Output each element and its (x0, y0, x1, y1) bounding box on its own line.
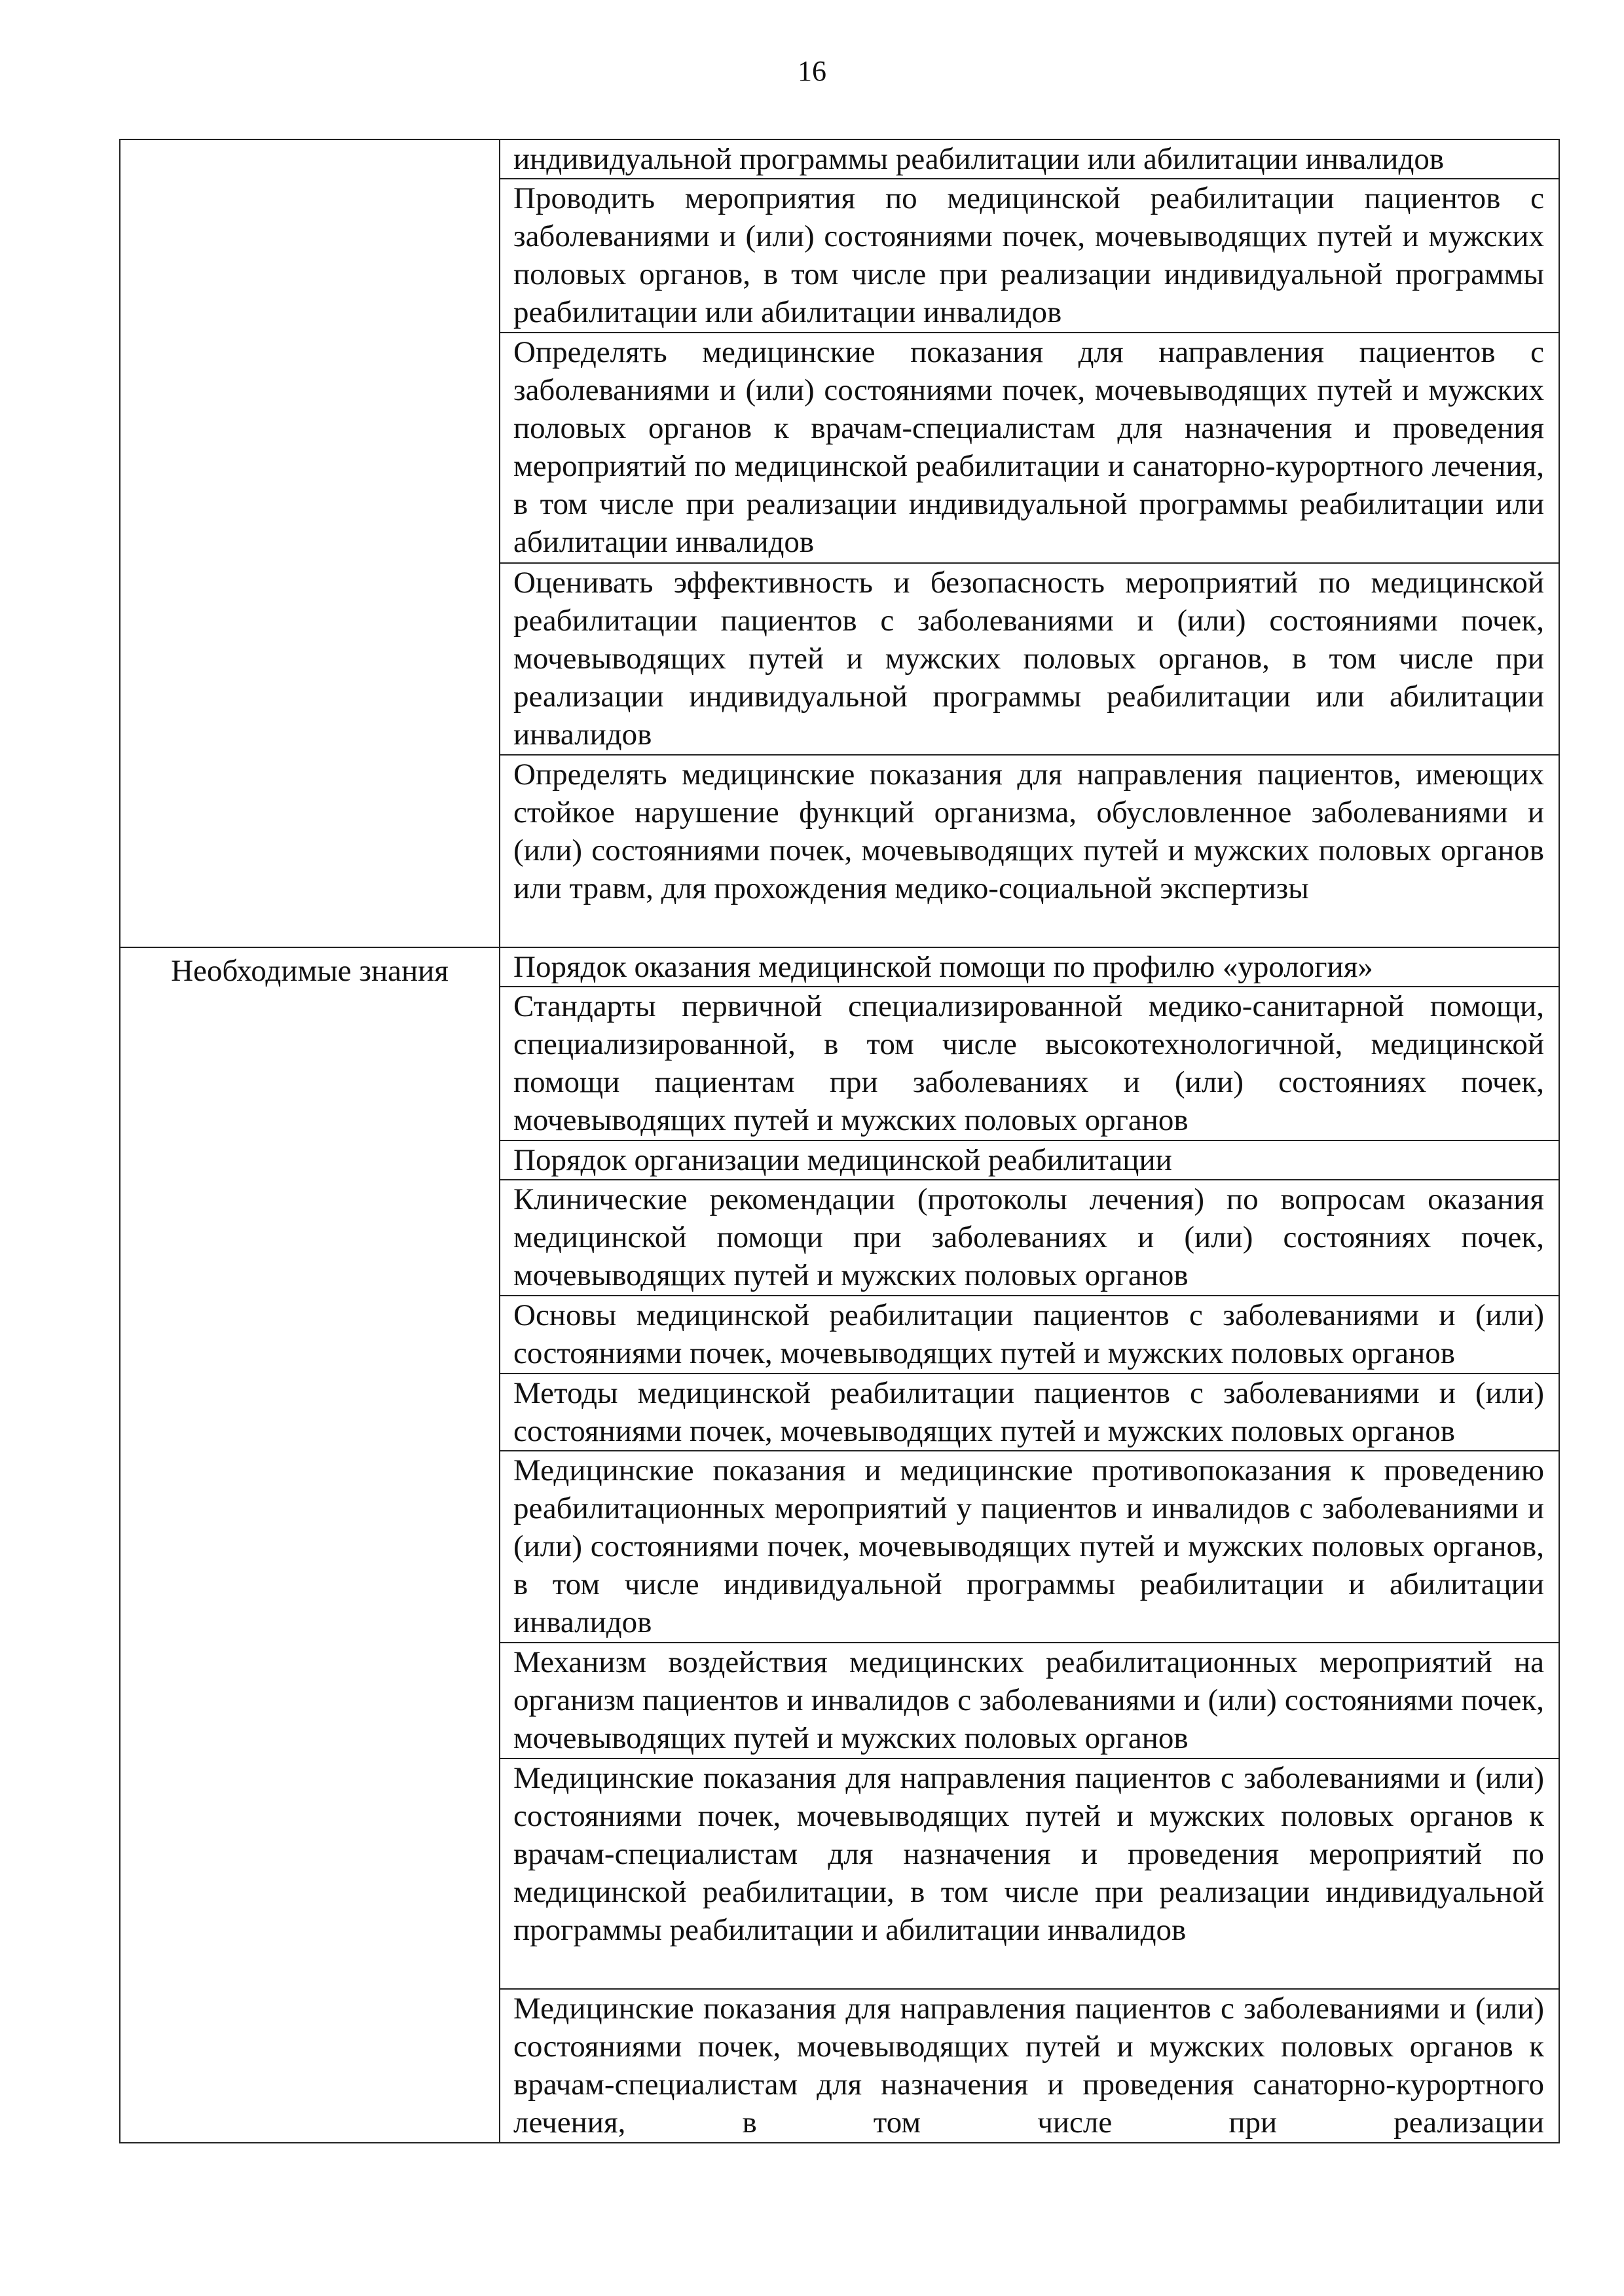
table-cell: Порядок оказания медицинской помощи по профилю «урология» (500, 947, 1559, 987)
table-cell: Проводить мероприятия по медицинской реабилитации пациентов с заболеваниями и (или) состояниями почек, мочевыводящих путей и мужских половых органов, в том числе при реализации индивидуальной программы реабилитации или абилитации инвалидов (500, 179, 1559, 333)
page-number: 16 (798, 55, 826, 87)
table-cell: Медицинские показания и медицинские противопоказания к проведению реабилитационных мероприятий у пациентов и инвалидов с заболеваниями и (или) состояниями почек, мочевыводящих путей и мужских половых органов, в том числе индивидуальной программы реабилитации и абилитации инвалидов (500, 1451, 1559, 1643)
table-cell: Основы медицинской реабилитации пациентов с заболеваниями и (или) состояниями почек, мочевыводящих путей и мужских половых органов (500, 1296, 1559, 1374)
table-cell: Определять медицинские показания для направления пациентов, имеющих стойкое нарушение функций организма, обусловленное заболеваниями и (или) состояниями почек, мочевыводящих путей и мужских половых органов или травм, для прохождения медико-социальной экспертизы (500, 755, 1559, 947)
competency-table (119, 139, 1560, 2143)
table-cell: Механизм воздействия медицинских реабилитационных мероприятий на организм пациентов и инвалидов с заболеваниями и (или) состояниями почек, мочевыводящих путей и мужских половых органов (500, 1643, 1559, 1758)
table-cell: Клинические рекомендации (протоколы лечения) по вопросам оказания медицинской помощи при заболеваниях и (или) состояниях почек, мочевыводящих путей и мужских половых органов (500, 1180, 1559, 1296)
table-cell: Определять медицинские показания для направления пациентов с заболеваниями и (или) состояниями почек, мочевыводящих путей и мужских половых органов к врачам-специалистам для назначения и проведения мероприятий по медицинской реабилитации и санаторно-курортного лечения, в том числе при реализации индивидуальной программы реабилитации или абилитации инвалидов (500, 333, 1559, 563)
table-cell: Оценивать эффективность и безопасность мероприятий по медицинской реабилитации пациентов с заболеваниями и (или) состояниями почек, мочевыводящих путей и мужских половых органов, в том числе при реализации индивидуальной программы реабилитации или абилитации инвалидов (500, 563, 1559, 755)
section-label-cell (120, 139, 500, 947)
table-cell: Медицинские показания для направления пациентов с заболеваниями и (или) состояниями почек, мочевыводящих путей и мужских половых органов к врачам-специалистам для назначения и проведения санаторно-курортного лечения, в том числе при реализации (500, 1989, 1559, 2143)
table-cell: Порядок организации медицинской реабилитации (500, 1140, 1559, 1180)
section-label-cell: Необходимые знания (120, 947, 500, 2143)
table-cell: Медицинские показания для направления пациентов с заболеваниями и (или) состояниями почек, мочевыводящих путей и мужских половых органов к врачам-специалистам для назначения и проведения мероприятий по медицинской реабилитации, в том числе при реализации индивидуальной программы реабилитации и абилитации инвалидов (500, 1758, 1559, 1989)
table-row (120, 947, 1559, 987)
table-cell: индивидуальной программы реабилитации или абилитации инвалидов (500, 139, 1559, 179)
table-row (120, 139, 1559, 179)
table-cell: Стандарты первичной специализированной медико-санитарной помощи, специализированной, в том числе высокотехнологичной, медицинской помощи пациентам при заболеваниях и (или) состояниях почек, мочевыводящих путей и мужских половых органов (500, 987, 1559, 1140)
table-cell: Методы медицинской реабилитации пациентов с заболеваниями и (или) состояниями почек, мочевыводящих путей и мужских половых органов (500, 1374, 1559, 1451)
